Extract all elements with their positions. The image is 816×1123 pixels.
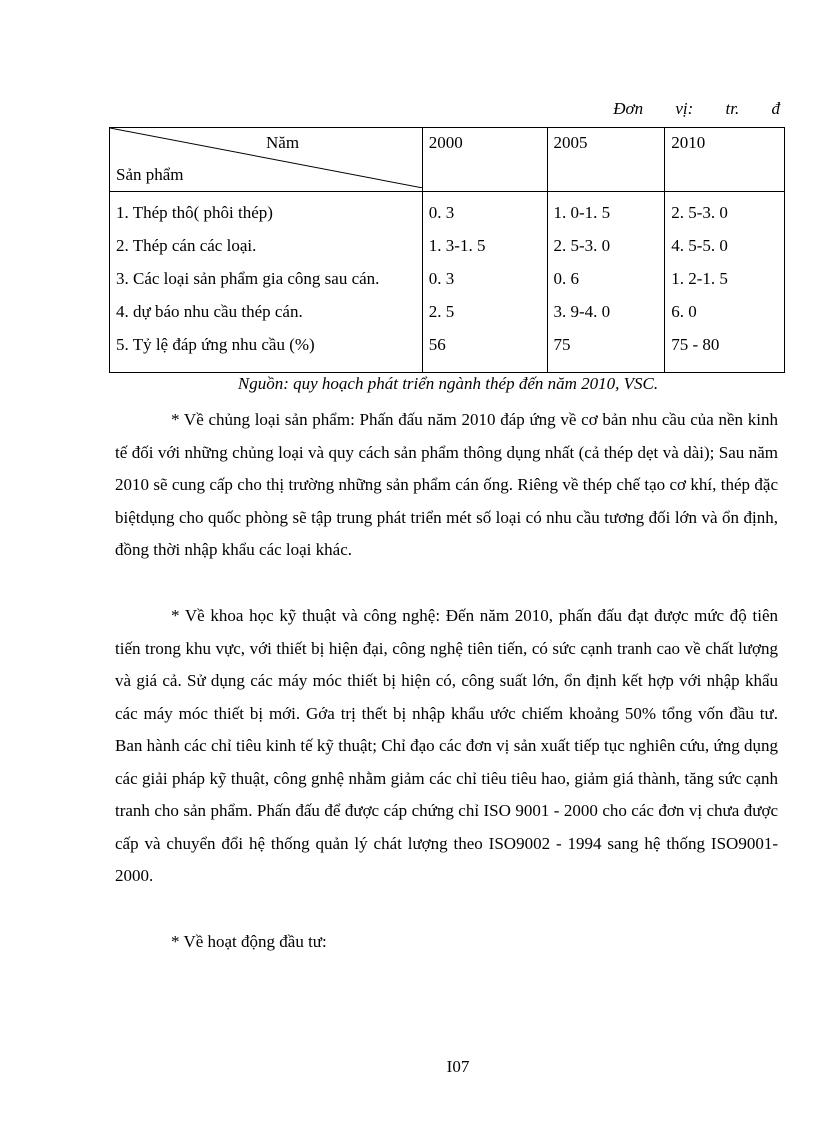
year-header: 2000 — [422, 128, 547, 192]
header-product-label: Sản phẩm — [116, 165, 184, 184]
product-label: 4. dự báo nhu cầu thép cán. — [116, 302, 303, 321]
product-label: 3. Các loại sản phẩm gia công sau cán. — [116, 269, 380, 288]
product-column — [110, 192, 423, 373]
value-cell: 0. 3 — [428, 269, 455, 288]
table-source-caption: Nguồn: quy hoạch phát triển ngành thép đến năm 2010, VSC. — [237, 374, 659, 393]
product-label: 1. Thép thô( phôi thép) — [116, 203, 273, 222]
value-cell: 2. 5 — [428, 302, 455, 321]
paragraph-investment: * Về hoạt động đầu tư: — [171, 932, 327, 951]
paragraph-technology: * Về khoa học kỹ thuật và công nghệ: Đến năm 2010, phấn đấu đạt được mức độ tiên tiến trong khu vực, với thiết bị hiện đại, công nghệ tiên tiến, có sức cạnh tranh cao về chất lượng và giá cả. Sử dụng các máy móc thiết bị hiện có, công suất lớn, ổn định kết hợp với nhập khẩu các máy móc thiết bị mới. Gớa trị thết bị nhập khẩu ước chiếm khoảng 50% tổng vốn đầu tư. Ban hành các chỉ tiêu kinh tế kỹ thuật; Chỉ đạo các đơn vị sản xuất tiếp tục nghiên cứu, ứng dụng các giải pháp kỹ thuật, công gnhệ nhằm giảm các chỉ tiêu tiêu hao, giảm giá thành, tăng sức cạnh tranh cho sản phẩm. Phấn đấu để được cáp chứng chỉ ISO 9001 - 2000 cho các đơn vị chưa được cấp và chuyển đổi hệ thống quản lý chát lượng theo ISO9002 - 1994 sang hệ thống ISO9001-2000. — [115, 606, 778, 885]
table-header-row — [110, 128, 785, 192]
value-cell: 3. 9-4. 0 — [553, 302, 611, 321]
year-header: 2010 — [665, 128, 785, 192]
value-cell: 1. 3-1. 5 — [428, 236, 486, 255]
value-cell: 0. 3 — [428, 203, 455, 222]
value-cell: 75 — [553, 335, 571, 354]
steel-demand-table — [109, 127, 785, 373]
value-cell: 1. 2-1. 5 — [671, 269, 728, 288]
value-cell: 4. 5-5. 0 — [671, 236, 728, 255]
value-cell: 1. 0-1. 5 — [553, 203, 611, 222]
year-2000-column — [422, 192, 547, 373]
year-2010-column — [665, 192, 785, 373]
value-cell: 2. 5-3. 0 — [671, 203, 728, 222]
value-cell: 6. 0 — [671, 302, 697, 321]
header-year-label: Năm — [266, 133, 300, 152]
value-cell: 2. 5-3. 0 — [553, 236, 611, 255]
diagonal-header-cell — [110, 128, 423, 192]
product-label: 5. Tỷ lệ đáp ứng nhu cầu (%) — [116, 335, 315, 354]
year-2005-column — [547, 192, 665, 373]
value-cell: 75 - 80 — [671, 335, 720, 354]
unit-label: Đơn vị: tr. đ — [613, 99, 780, 118]
page-number: I07 — [446, 1057, 470, 1076]
value-cell: 0. 6 — [553, 269, 579, 288]
table-body-row — [110, 192, 785, 373]
value-cell: 56 — [428, 335, 446, 354]
paragraph-product-types: * Về chủng loại sản phẩm: Phấn đấu năm 2010 đáp ứng về cơ bản nhu cầu của nền kinh tế đối với những chủng loại và quy cách sản phẩm thông dụng nhất (cả thép dẹt và dài); Sau năm 2010 sẽ cung cấp cho thị trường những sản phẩm cán ống. Riêng về thép chế tạo cơ khí, thép đặc biệtdụng cho quốc phòng sẽ tập trung phát triển mét số loại có nhu cầu tương đối lớn và ổn định, đồng thời nhập khẩu các loại khác. — [115, 410, 778, 559]
product-label: 2. Thép cán các loại. — [116, 236, 257, 255]
year-header: 2005 — [547, 128, 665, 192]
